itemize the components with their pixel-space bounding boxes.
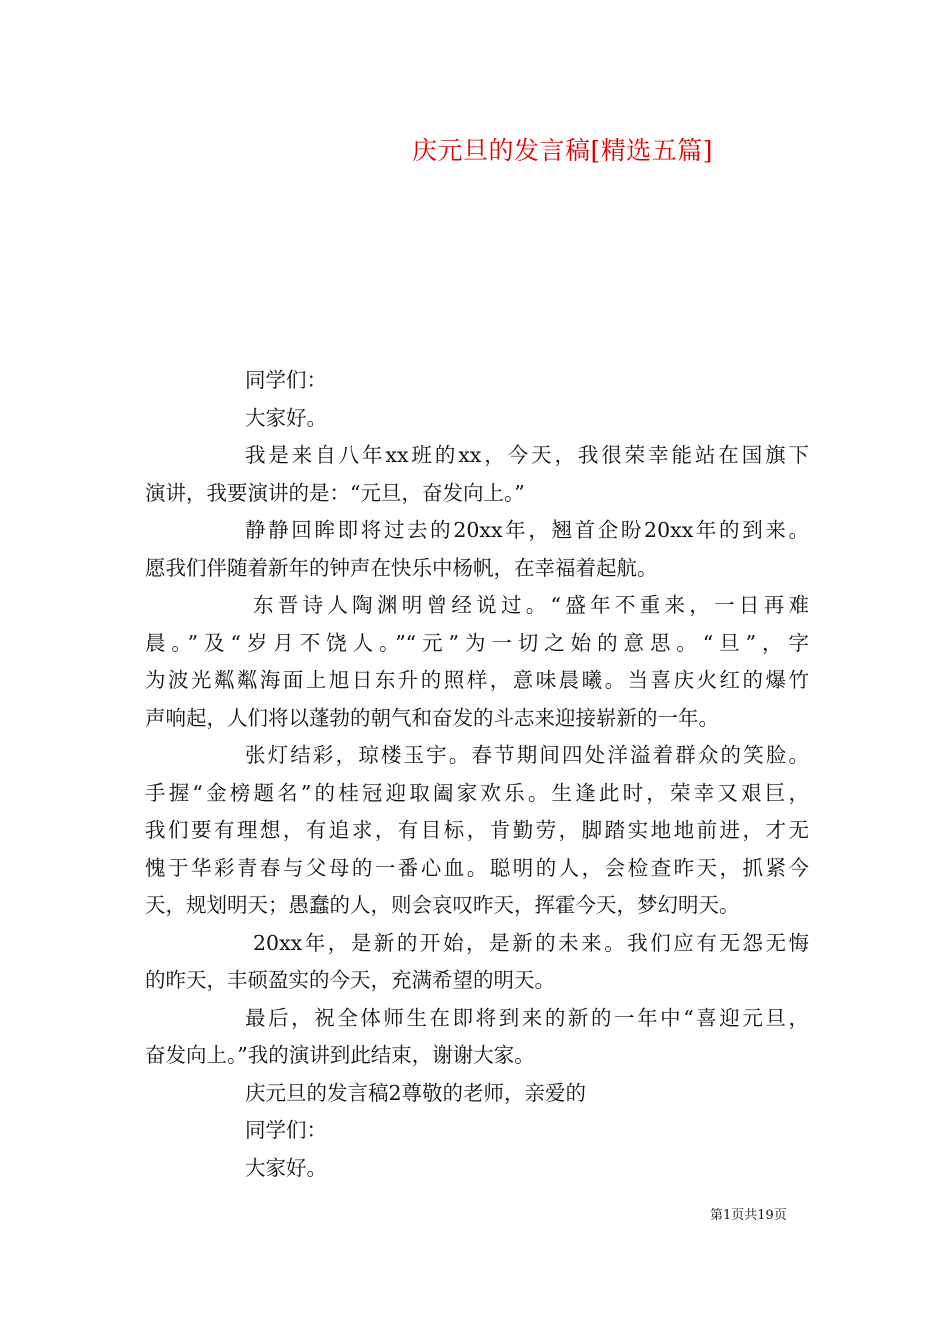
- paragraph-line: 天，规划明天；愚蠢的人，则会哀叹昨天，挥霍今天，梦幻明天。: [145, 893, 740, 917]
- paragraph-line: 东晋诗人陶渊明曾经说过。“盛年不重来，一日再难: [253, 593, 809, 617]
- paragraph-line: 晨。”及“岁月不饶人。”“元”为一切之始的意思。“旦”，字: [145, 630, 809, 655]
- paragraph-line: 我是来自八年xx班的xx，今天，我很荣幸能站在国旗下: [245, 443, 809, 467]
- paragraph-line: 庆元旦的发言稿2尊敬的老师，亲爱的: [245, 1080, 587, 1105]
- paragraph-line: 同学们：: [245, 368, 327, 392]
- page-number-footer: 第1页共19页: [710, 1208, 787, 1223]
- paragraph-line: 20xx年，是新的开始，是新的未来。我们应有无怨无悔: [253, 930, 809, 955]
- paragraph-line: 为波光粼粼海面上旭日东升的照样，意味晨曦。当喜庆火红的爆竹: [145, 668, 809, 692]
- paragraph-line: 同学们：: [245, 1118, 327, 1142]
- paragraph-line: 愧于华彩青春与父母的一番心血。聪明的人，会检查昨天，抓紧今: [145, 855, 809, 880]
- document-title: 庆元旦的发言稿[精选五篇]: [412, 136, 714, 165]
- paragraph-line: 声响起，人们将以蓬勃的朝气和奋发的斗志来迎接崭新的一年。: [145, 705, 719, 730]
- paragraph-line: 最后，祝全体师生在即将到来的新的一年中“喜迎元旦，: [245, 1005, 809, 1030]
- paragraph-line: 大家好。: [245, 1155, 327, 1180]
- paragraph-line: 愿我们伴随着新年的钟声在快乐中杨帆，在幸福着起航。: [145, 555, 658, 580]
- paragraph-line: 奋发向上。”我的演讲到此结束，谢谢大家。: [145, 1043, 535, 1067]
- paragraph-line: 我们要有理想，有追求，有目标，肯勤劳，脚踏实地地前进，才无: [145, 818, 809, 842]
- paragraph-line: 手握“金榜题名”的桂冠迎取阖家欢乐。生逢此时，荣幸又艰巨，: [145, 780, 809, 805]
- paragraph-line: 张灯结彩，琼楼玉宇。春节期间四处洋溢着群众的笑脸。: [245, 743, 809, 767]
- document-body: [145, 362, 809, 1187]
- paragraph-line: 的昨天，丰硕盈实的今天，充满希望的明天。: [145, 968, 555, 992]
- paragraph-line: 大家好。: [245, 405, 327, 430]
- paragraph-line: 静静回眸即将过去的20xx年，翘首企盼20xx年的到来。: [245, 518, 809, 542]
- paragraph-line: 演讲，我要演讲的是：“元旦，奋发向上。”: [145, 480, 525, 505]
